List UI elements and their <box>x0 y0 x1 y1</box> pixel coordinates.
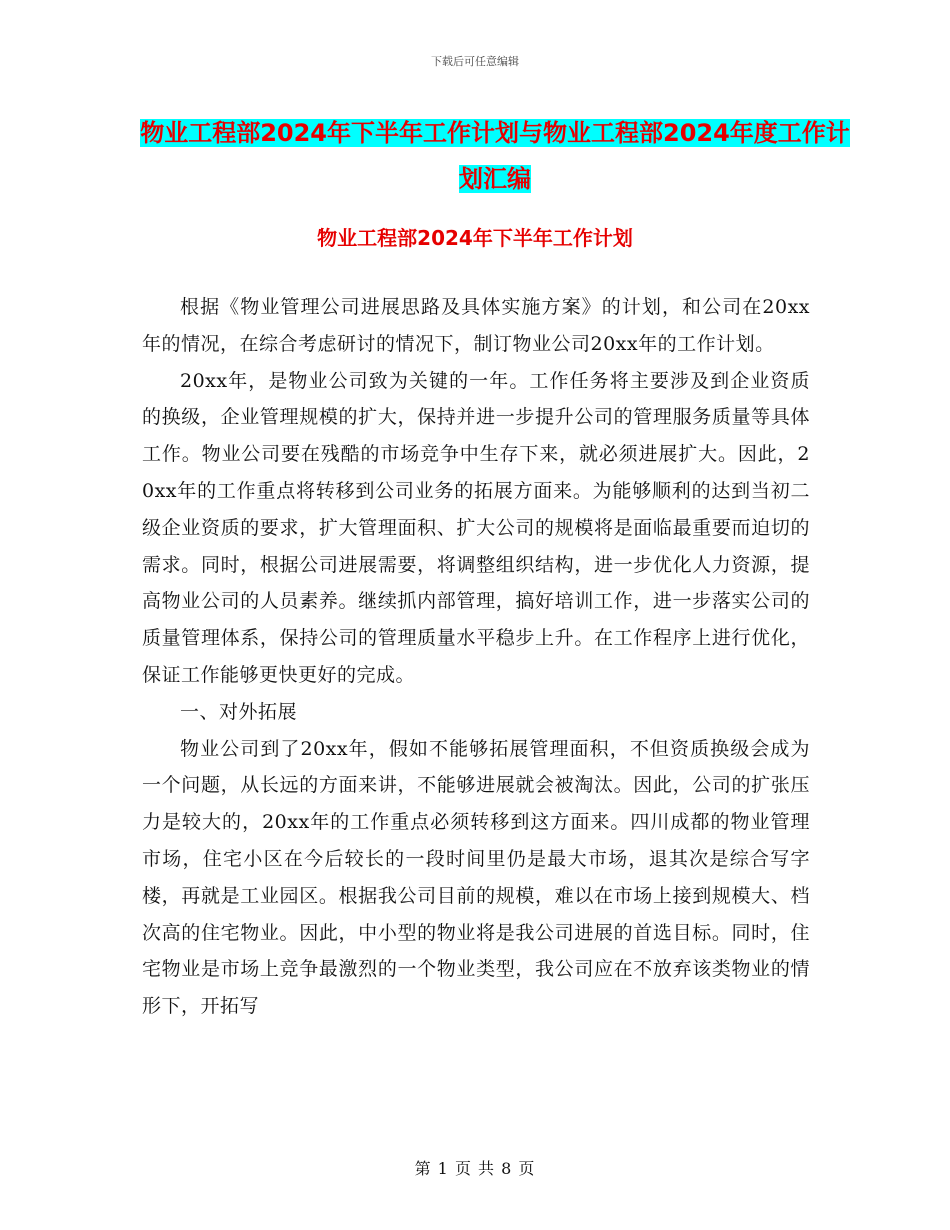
paragraph: 根据《物业管理公司进展思路及具体实施方案》的计划，和公司在20xx年的情况，在综合考虑研讨的情况下，制订物业公司20xx年的工作计划。 <box>142 296 810 355</box>
document-body <box>142 289 810 1025</box>
header-note: 下载后可任意编辑 <box>431 55 519 68</box>
paragraph: 20xx年，是物业公司致为关键的一年。工作任务将主要涉及到企业资质的换级，企业管理规模的扩大，保持并进一步提升公司的管理服务质量等具体工作。物业公司要在残酷的市场竞争中生存下来，就必须进展扩大。因此，20xx年的工作重点将转移到公司业务的拓展方面来。为能够顺利的达到当初二级企业资质的要求，扩大管理面积、扩大公司的规模将是面临最重要而迫切的需求。同时，根据公司进展需要，将调整组织结构，进一步优化人力资源，提高物业公司的人员素养。继续抓内部管理，搞好培训工作，进一步落实公司的质量管理体系，保持公司的管理质量水平稳步上升。在工作程序上进行优化，保证工作能够更快更好的完成。 <box>142 369 810 686</box>
document-title-text: 物业工程部2024年下半年工作计划与物业工程部2024年度工作计划汇编 <box>140 119 850 193</box>
section-title: 物业工程部2024年下半年工作计划 <box>317 226 633 250</box>
document-title <box>140 110 850 202</box>
paragraph: 物业公司到了20xx年，假如不能够拓展管理面积，不但资质换级会成为一个问题，从长远的方面来讲，不能够进展就会被淘汰。因此，公司的扩张压力是较大的，20xx年的工作重点必须转移到这方面来。四川成都的物业管理市场，住宅小区在今后较长的一段时间里仍是最大市场，退其次是综合写字楼，再就是工业园区。根据我公司目前的规模，难以在市场上接到规模大、档次高的住宅物业。因此，中小型的物业将是我公司进展的首选目标。同时，住宅物业是市场上竞争最激烈的一个物业类型，我公司应在不放弃该类物业的情形下，开拓写 <box>142 737 810 1018</box>
subheading: 一、对外拓展 <box>180 700 298 723</box>
page-footer: 第 1 页 共 8 页 <box>414 1159 536 1178</box>
